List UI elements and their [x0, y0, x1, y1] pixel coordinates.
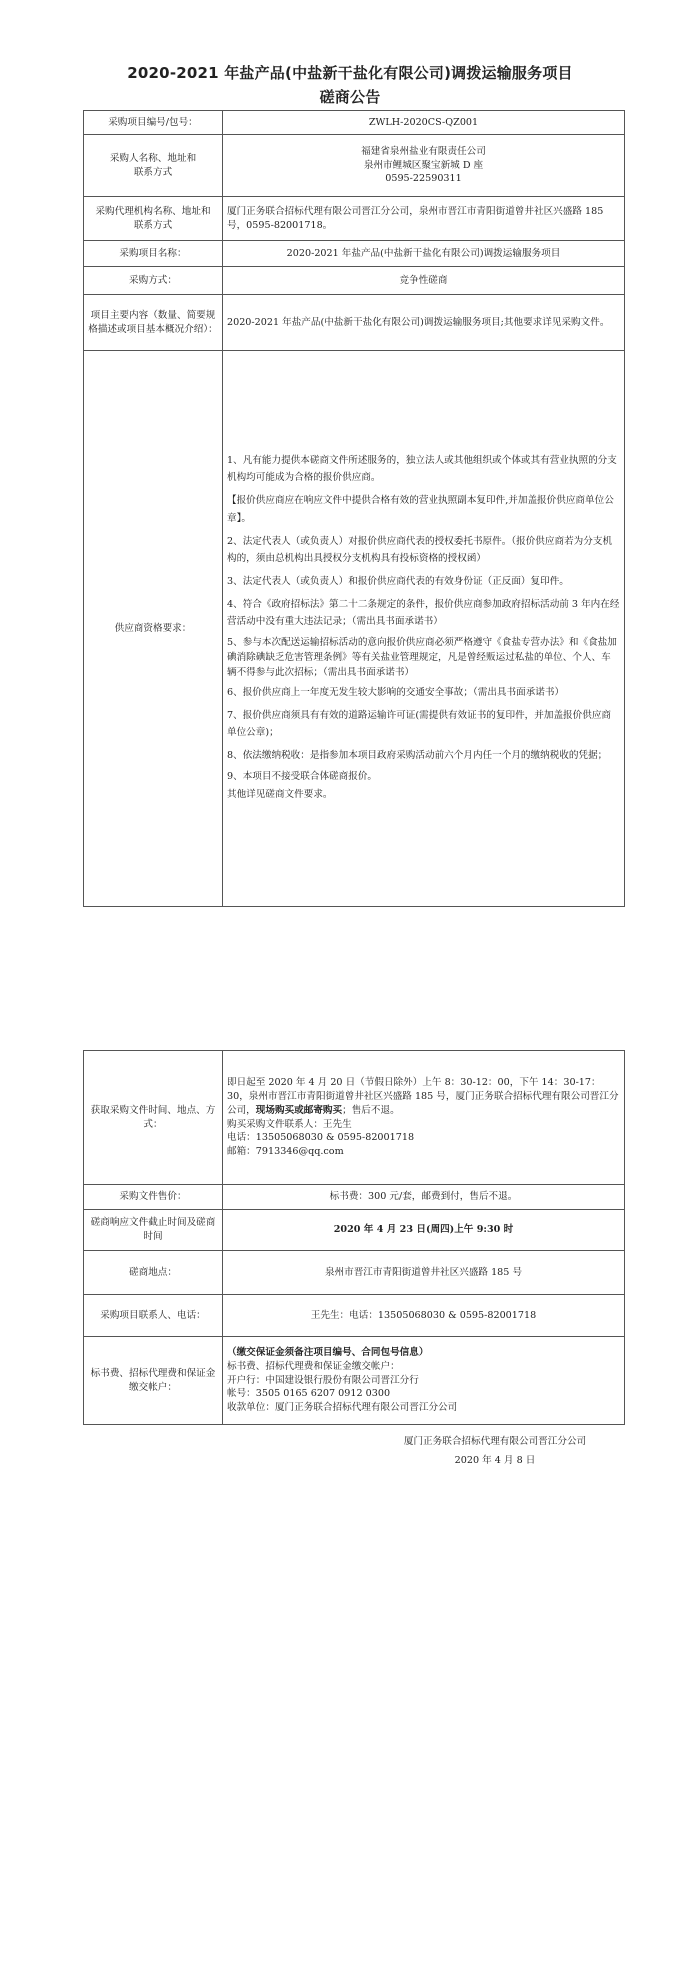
- row-content: [84, 295, 625, 351]
- qual-item-1-note: 【报价供应商应在响应文件中提供合格有效的营业执照副本复印件,并加盖报价供应商单位公章】。: [227, 495, 614, 524]
- row-project-no: [84, 111, 625, 135]
- fee-line-4: 收款单位：厦门正务联合招标代理有限公司晋江分公司: [227, 1402, 458, 1414]
- method-label: 采购方式：: [84, 267, 223, 295]
- qualifications-label: 供应商资格要求：: [84, 351, 223, 907]
- row-qualifications: [84, 351, 625, 907]
- obtain-email: 邮箱：7913346@qq.com: [227, 1146, 344, 1158]
- content-value: 2020-2021 年盐产品(中盐新干盐化有限公司)调拨运输服务项目;其他要求详见采购文件。: [223, 295, 625, 351]
- document-title: 2020-2021 年盐产品(中盐新干盐化有限公司)调拨运输服务项目: [127, 64, 573, 82]
- qual-item-9: 9、本项目不接受联合体磋商报价。: [227, 770, 378, 782]
- obtain-phone: 电话：13505068030 & 0595-82001718: [227, 1132, 415, 1144]
- fee-note: （缴交保证金须备注项目编号、合同包号信息）: [227, 1346, 429, 1358]
- document-subtitle: 磋商公告: [319, 88, 381, 106]
- qual-item-6: 6、报价供应商上一年度无发生较大影响的交通安全事故；（需出具书面承诺书）: [227, 686, 565, 698]
- qual-item-8: 8、依法缴纳税收：是指参加本项目政府采购活动前六个月内任一个月的缴纳税收的凭据；: [227, 749, 608, 761]
- footer-company: 厦门正务联合招标代理有限公司晋江分公司: [403, 1436, 587, 1447]
- agency-label: 采购代理机构名称、地址和 联系方式: [84, 197, 223, 241]
- qual-item-4: 4、符合《政府招标法》第二十二条规定的条件，报价供应商参加政府招标活动前 3 年内在经营活动中没有重大违法记录；（需出具书面承诺书）: [227, 598, 620, 628]
- project-name-label: 采购项目名称：: [84, 241, 223, 267]
- footer-date: 2020 年 4 月 8 日: [454, 1455, 536, 1466]
- project-name-value: 2020-2021 年盐产品(中盐新干盐化有限公司)调拨运输服务项目: [223, 241, 625, 267]
- method-value: 竞争性磋商: [223, 267, 625, 295]
- qual-item-5: 5、参与本次配送运输招标活动的意向报价供应商必须严格遵守《食盐专营办法》和《食盐加碘消除碘缺乏危害管理条例》等有关盐业管理规定，凡是曾经贩运过私盐的单位、个人、车辆不得参与此次招标；（需出具书面承诺书）: [227, 637, 617, 678]
- obtain-value: [223, 1051, 625, 1185]
- row-method: [84, 267, 625, 295]
- price-value: 标书费：300 元/套，邮费到付，售后不退。: [223, 1185, 625, 1210]
- project-no-value: ZWLH-2020CS-QZ001: [223, 111, 625, 135]
- fee-line-1: 标书费、招标代理费和保证金缴交帐户：: [227, 1360, 400, 1372]
- qual-item-2: 2、法定代表人（或负责人）对报价供应商代表的授权委托书原件。（报价供应商若为分支机构的，须由总机构出具授权分支机构具有投标资格的授权函）: [227, 535, 613, 565]
- row-contact: [84, 1295, 625, 1337]
- row-location: [84, 1251, 625, 1295]
- qualifications-list: [223, 351, 625, 907]
- location-label: 磋商地点：: [84, 1251, 223, 1295]
- obtain-contact: 购买采购文件联系人：王先生: [227, 1118, 352, 1130]
- row-agency: [84, 197, 625, 241]
- obtain-text-bold: 现场购买或邮寄购买: [255, 1104, 343, 1116]
- row-project-name: [84, 241, 625, 267]
- fee-value: [223, 1337, 625, 1425]
- fee-label: 标书费、招标代理费和保证金缴交帐户：: [84, 1337, 223, 1425]
- fee-line-2: 开户行：中国建设银行股份有限公司晋江分行: [227, 1374, 419, 1386]
- purchaser-value: 福建省泉州盐业有限责任公司 泉州市鲤城区聚宝新城 D 座 0595-22590311: [223, 135, 625, 197]
- qual-item-3: 3、法定代表人（或负责人）和报价供应商代表的有效身份证（正反面）复印件。: [227, 575, 569, 587]
- row-deadline: [84, 1210, 625, 1251]
- fee-line-3: 帐号：3505 0165 6207 0912 0300: [227, 1388, 391, 1400]
- contact-label: 采购项目联系人、电话：: [84, 1295, 223, 1337]
- row-price: [84, 1185, 625, 1210]
- project-no-label: 采购项目编号/包号：: [84, 111, 223, 135]
- deadline-label: 磋商响应文件截止时间及磋商时间: [84, 1210, 223, 1251]
- contact-value: 王先生：电话：13505068030 & 0595-82001718: [223, 1295, 625, 1337]
- announcement-table-1: [83, 110, 625, 907]
- obtain-label: 获取采购文件时间、地点、方式：: [84, 1051, 223, 1185]
- row-purchaser: [84, 135, 625, 197]
- purchaser-label: 采购人名称、地址和 联系方式: [84, 135, 223, 197]
- agency-value: 厦门正务联合招标代理有限公司晋江分公司，泉州市晋江市青阳街道曾井社区兴盛路 185 号，0595-82001718。: [223, 197, 625, 241]
- qual-item-other: 其他详见磋商文件要求。: [227, 788, 333, 800]
- price-label: 采购文件售价：: [84, 1185, 223, 1210]
- location-value: 泉州市晋江市青阳街道曾井社区兴盛路 185 号: [223, 1251, 625, 1295]
- content-label: 项目主要内容（数量、简要规格描述或项目基本概况介绍）：: [84, 295, 223, 351]
- qual-item-7: 7、报价供应商须具有有效的道路运输许可证(需提供有效证书的复印件，并加盖报价供应商单位公章)；: [227, 709, 612, 739]
- obtain-text-2: ；售后不退。: [342, 1104, 400, 1116]
- row-fee-account: [84, 1337, 625, 1425]
- obtain-text-1: 即日起至 2020 年 4 月 20 日（节假日除外）上午 8：30-12：00，下午 14：30-17：30，泉州市晋江市青阳街道曾井社区兴盛路 185 号，厦门正务联合招标代理有限公司晋江分公司，: [227, 1076, 619, 1116]
- row-obtain-documents: [84, 1051, 625, 1185]
- qual-item-1: 1、凡有能力提供本磋商文件所述服务的，独立法人或其他组织或个体或其有营业执照的分支机构均可能成为合格的报价供应商。: [227, 454, 617, 484]
- deadline-value: 2020 年 4 月 23 日(周四)上午 9:30 时: [223, 1210, 625, 1251]
- announcement-table-2: [83, 1050, 625, 1425]
